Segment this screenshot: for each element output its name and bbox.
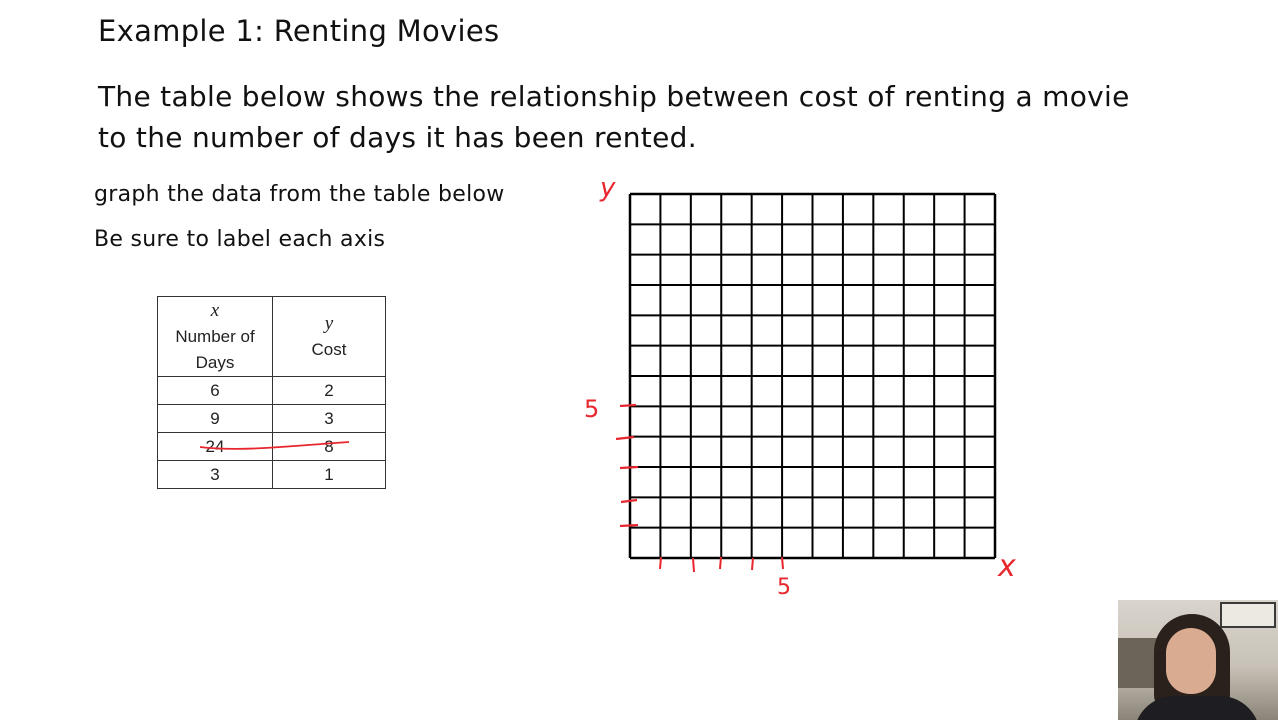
table-cell-x: 24	[158, 433, 273, 461]
slide-title: Example 1: Renting Movies	[98, 14, 500, 48]
presenter-body	[1134, 696, 1260, 720]
x-tick-label: 5	[777, 575, 791, 600]
table-cell-x: 9	[158, 405, 273, 433]
header-y-variable: y	[324, 312, 334, 334]
y-tick-mark	[620, 405, 636, 406]
strike-through-line	[200, 442, 349, 449]
x-axis-label: x	[998, 549, 1016, 584]
y-axis-tick-marks	[616, 405, 638, 526]
table-cell-x: 6	[158, 377, 273, 405]
y-axis-label: y	[600, 173, 616, 203]
header-y-label: Cost	[311, 339, 347, 359]
header-x-label-line-2: Days	[195, 352, 235, 372]
y-tick-label: 5	[584, 395, 600, 423]
table-cell-x: 3	[158, 461, 273, 489]
x-tick-mark	[720, 557, 721, 569]
x-tick-mark	[782, 557, 783, 569]
y-tick-mark	[620, 525, 638, 526]
description-line-2: to the number of days it has been rented.	[98, 121, 697, 154]
table-cell-y: 2	[273, 377, 386, 405]
y-tick-mark	[616, 437, 634, 439]
table-cell-y: 3	[273, 405, 386, 433]
y-tick-mark	[620, 467, 638, 468]
x-tick-mark	[693, 558, 694, 572]
description-line-1: The table below shows the relationship between cost of renting a movie	[98, 80, 1130, 113]
y-tick-mark	[621, 500, 637, 502]
instruction-label-axes: Be sure to label each axis	[94, 227, 386, 252]
table-cell-y: 8	[273, 433, 386, 461]
x-tick-mark	[660, 557, 661, 569]
header-x-variable: x	[210, 299, 220, 321]
webcam-picture-frame	[1220, 602, 1276, 628]
graph-grid	[630, 194, 995, 558]
presenter-webcam	[1118, 600, 1278, 720]
instruction-graph: graph the data from the table below	[94, 182, 505, 207]
presenter-face	[1166, 628, 1216, 694]
x-tick-mark	[752, 558, 753, 570]
table-cell-y: 1	[273, 461, 386, 489]
header-x-label-line-1: Number of	[175, 326, 255, 346]
webcam-background	[1118, 638, 1158, 688]
